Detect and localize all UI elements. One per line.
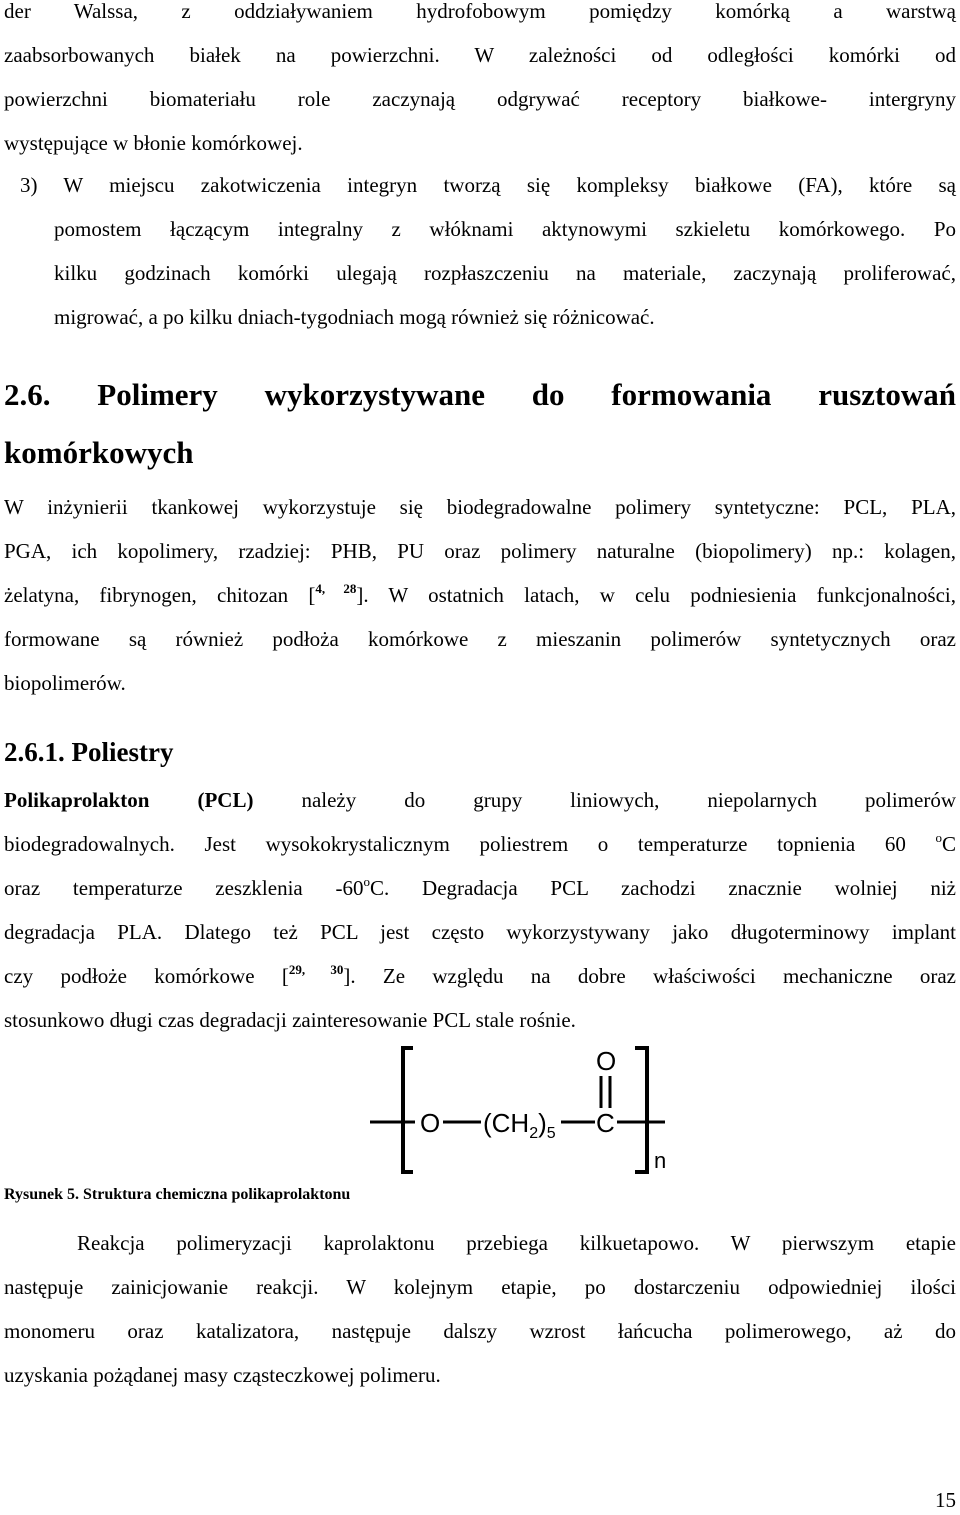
- text-line: [4, 866, 956, 910]
- text-line: degradacja PLA. Dlatego też PCL jest często wykorzystywany jako długoterminowy implant: [4, 920, 956, 944]
- text-span: należy do grupy liniowych, niepolarnych polimerów: [253, 788, 956, 812]
- text-span: C: [941, 832, 956, 856]
- text-line: kilku godzinach komórki ulegają rozpłaszczeniu na materiale, zaczynają proliferować,: [54, 261, 956, 285]
- atom-c: C: [596, 1108, 615, 1138]
- section-2-6-paragraph: [4, 485, 956, 705]
- text-span: biodegradowalnych. Jest wysokokrystalicznym poliestrem o temperaturze topnienia 60: [4, 832, 936, 856]
- section-2-6-1-paragraph: [4, 778, 956, 1042]
- degree-mark: o: [935, 830, 942, 845]
- text-span: C. Degradacja PCL zachodzi znacznie wolniej niż: [370, 876, 956, 900]
- text-span: ]. W ostatnich latach, w celu podniesienia funkcjonalności,: [356, 583, 957, 607]
- text-line: występujące w błonie komórkowej.: [4, 131, 303, 155]
- text-line: monomeru oraz katalizatora, następuje dalszy wzrost łańcucha polimerowego, aż do: [4, 1319, 956, 1343]
- text-line: pomostem łączącym integralny z włóknami aktynowymi szkieletu komórkowego. Po: [54, 217, 956, 241]
- text-line: [4, 778, 956, 822]
- continuation-paragraph: [4, 0, 956, 165]
- text-line: następuje zainicjowanie reakcji. W kolejnym etapie, po dostarczeniu odpowiedniej ilości: [4, 1275, 956, 1299]
- figure-caption: Rysunek 5. Struktura chemiczna polikaprolaktonu: [4, 1186, 351, 1203]
- text-span: czy podłoże komórkowe [: [4, 964, 289, 988]
- heading-line: 2.6. Polimery wykorzystywane do formowania rusztowań: [4, 377, 956, 412]
- text-line: [4, 573, 956, 617]
- atom-o-carbonyl: O: [596, 1046, 617, 1076]
- heading-line: 2.6.1. Poliestry: [4, 737, 174, 767]
- text-line: der Walssa, z oddziaływaniem hydrofobowym pomiędzy komórką a warstwą: [4, 0, 956, 23]
- repeat-subscript-n: n: [654, 1148, 667, 1173]
- term-pcl: Polikaprolakton (PCL): [4, 788, 254, 812]
- text-line: W inżynierii tkankowej wykorzystuje się biodegradowalne polimery syntetyczne: PCL, PLA,: [4, 495, 956, 519]
- section-heading-2-6-1: [4, 732, 956, 772]
- text-line: formowane są również podłoża komórkowe z mieszanin polimerów syntetycznych oraz: [4, 627, 956, 651]
- ch2-group: $(CH_2)_5$: [483, 1108, 556, 1142]
- text-line: [4, 822, 956, 866]
- text-line: 3) W miejscu zakotwiczenia integryn tworzą się kompleksy białkowe (FA), które są: [20, 173, 956, 197]
- citation-ref: 4, 28: [315, 581, 357, 596]
- section-heading-2-6: [4, 366, 956, 482]
- text-line: [4, 954, 956, 998]
- text-line: migrować, a po kilku dniach-tygodniach mogą również się różnicować.: [54, 305, 655, 329]
- pcl-structure-diagram: [365, 1044, 685, 1176]
- citation-ref: 29, 30: [288, 962, 344, 977]
- text-line: zaabsorbowanych białek na powierzchni. W zależności od odległości komórki od: [4, 43, 956, 67]
- text-span: żelatyna, fibrynogen, chitozan [: [4, 583, 316, 607]
- text-line: powierzchni biomateriału role zaczynają odgrywać receptory białkowe- intergryny: [4, 87, 956, 111]
- text-line: PGA, ich kopolimery, rzadziej: PHB, PU oraz polimery naturalne (biopolimery) np.: kolagen,: [4, 539, 956, 563]
- reaction-paragraph: [4, 1221, 956, 1397]
- text-line: stosunkowo długi czas degradacji zainteresowanie PCL stale rośnie.: [4, 1008, 576, 1032]
- text-span: ]. Ze względu na dobre właściwości mechaniczne oraz: [343, 964, 956, 988]
- list-item-3: [4, 163, 956, 339]
- atom-o-chain: O: [420, 1108, 441, 1138]
- text-line: Reakcja polimeryzacji kaprolaktonu przebiega kilkuetapowo. W pierwszym etapie: [77, 1231, 956, 1255]
- text-line: uzyskania pożądanej masy cząsteczkowej polimeru.: [4, 1363, 441, 1387]
- degree-mark: o: [363, 874, 371, 889]
- right-bracket: [635, 1048, 647, 1172]
- text-line: biopolimerów.: [4, 671, 126, 695]
- left-bracket: [403, 1048, 413, 1172]
- text-span: oraz temperaturze zeszklenia -60: [4, 876, 364, 900]
- heading-line: komórkowych: [4, 435, 194, 470]
- page-number: 15: [935, 1488, 956, 1512]
